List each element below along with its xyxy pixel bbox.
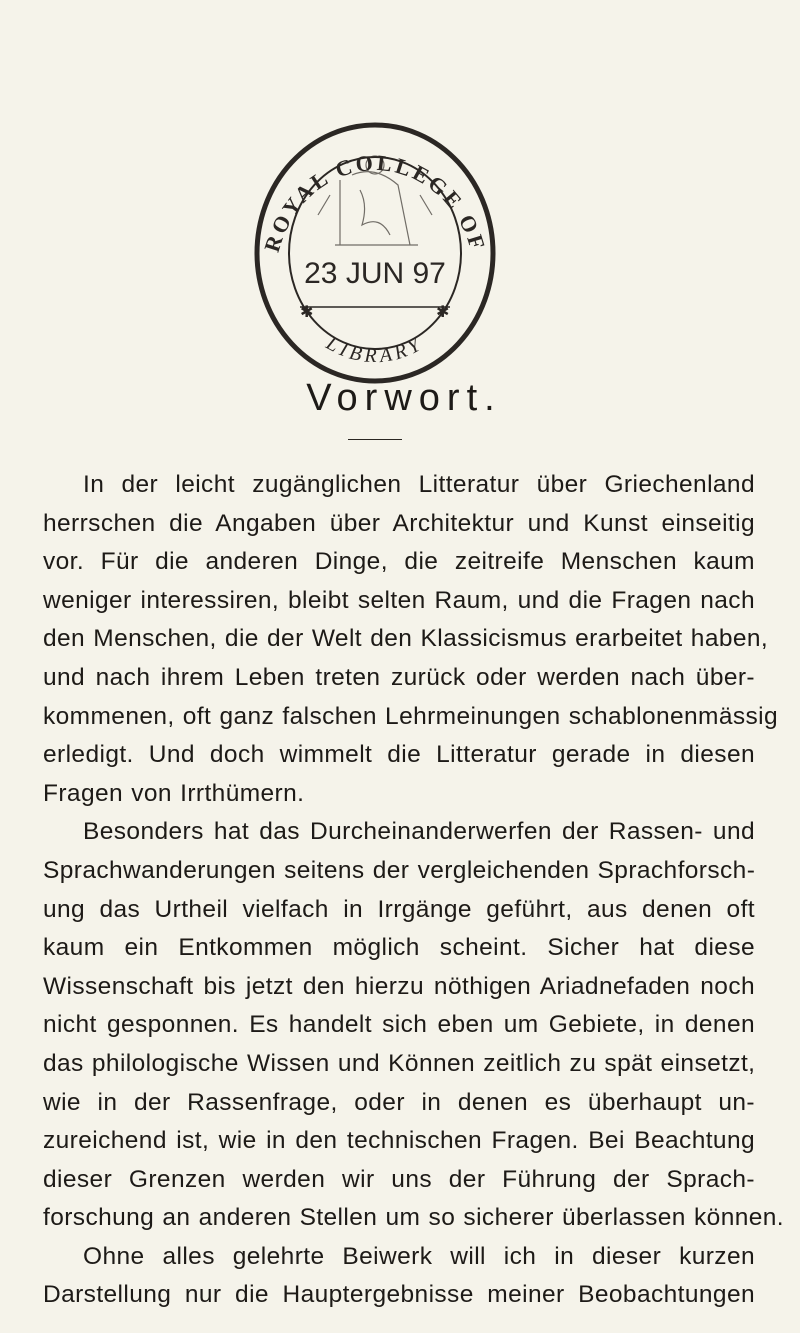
heading-rule [348, 439, 402, 440]
text-line: In der leicht zugänglichen Litteratur über Griechenland [83, 471, 755, 498]
text-line: erledigt. Und doch wimmelt die Litteratur gerade in diesen [43, 741, 755, 769]
text-line: dieser Grenzen werden wir uns der Führung der Sprach- [43, 1165, 755, 1193]
text-line: den Menschen, die der Welt den Klassicismus erarbeitet haben, [43, 625, 769, 653]
text-line: nicht gesponnen. Es handelt sich eben um Gebiete, in denen [43, 1011, 755, 1039]
text-line: zureichend ist, wie in den technischen Fragen. Bei Beachtung [43, 1127, 755, 1155]
text-line: herrschen die Angaben über Architektur und Kunst einseitig [43, 509, 755, 537]
text-line: Ohne alles gelehrte Beiwerk will ich in dieser kurzen [83, 1242, 755, 1270]
text-line: Sprachwanderungen seitens der vergleichenden Sprachforsch- [43, 856, 756, 884]
stamp-date: 23 JUN 97 [304, 257, 446, 290]
text-line: und nach ihrem Leben treten zurück oder werden nach über- [43, 663, 755, 691]
stamp-graphic [240, 95, 510, 385]
paragraph-2 [43, 813, 785, 1238]
library-stamp [240, 95, 510, 385]
text-line: das philologische Wissen und Können zeitlich zu spät einsetzt, [43, 1049, 756, 1077]
text-line: Darstellung nur die Hauptergebnisse meiner Beobachtungen [43, 1281, 755, 1309]
text-line: Fragen von Irrthümern. [43, 779, 305, 807]
stamp-ring-top-text: ROYAL COLLEGE OF [258, 149, 492, 255]
stamp-star-left: ✱ [300, 304, 314, 321]
text-line: weniger interessiren, bleibt selten Raum, und die Fragen nach [43, 586, 755, 614]
text-line: kommenen, oft ganz falschen Lehrmeinungen schablonenmässig [43, 702, 779, 730]
paragraph-1 [43, 466, 779, 813]
text-line: vor. Für die anderen Dinge, die zeitreife Menschen kaum [43, 548, 755, 576]
text-line: kaum ein Entkommen möglich scheint. Sicher hat diese [43, 934, 755, 962]
body-text [43, 466, 785, 1315]
paragraph-3 [43, 1238, 755, 1315]
page-heading: Vorwort. [306, 377, 502, 419]
text-line: ung das Urtheil vielfach in Irrgänge geführt, aus denen oft [43, 895, 755, 923]
text-line: Wissenschaft bis jetzt den hierzu nöthigen Ariadnefaden noch [43, 972, 755, 1000]
stamp-ring-bottom-text: LIBRARY [322, 332, 428, 368]
stamp-star-right: ✱ [436, 304, 450, 321]
text-line: forschung an anderen Stellen um so sicherer überlassen können. [43, 1204, 785, 1232]
text-line: wie in der Rassenfrage, oder in denen es überhaupt un- [43, 1088, 755, 1116]
text-line: Besonders hat das Durcheinanderwerfen der Rassen- und [83, 818, 755, 846]
